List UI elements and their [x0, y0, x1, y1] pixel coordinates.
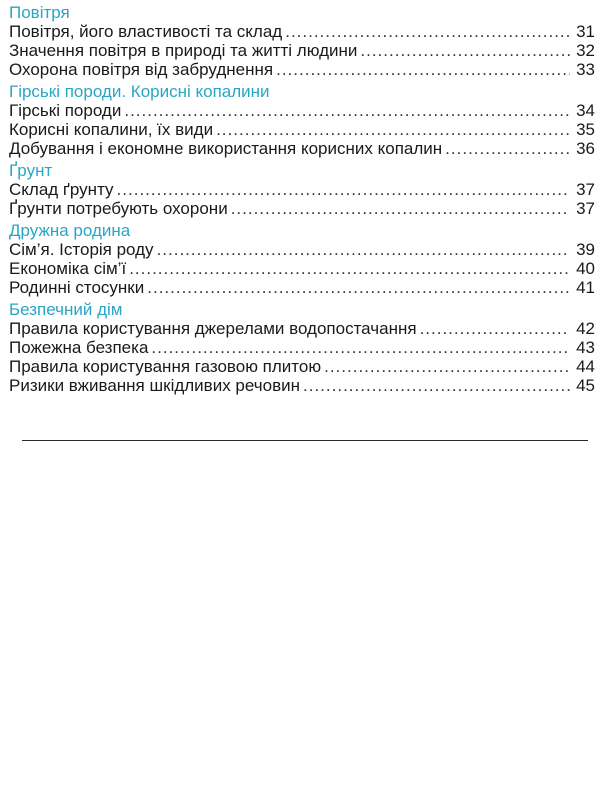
toc-entry: [8, 200, 595, 219]
entry-label: Корисні копалини, їх види: [9, 120, 214, 139]
dot-leader: [124, 102, 570, 120]
toc-entry: [8, 181, 595, 200]
entry-page-number: 31: [576, 22, 595, 41]
dot-leader: [117, 181, 570, 199]
entry-page-number: 37: [576, 199, 595, 218]
entry-page-number: 44: [576, 357, 595, 376]
toc-entry: [8, 121, 595, 140]
entry-label: Склад ґрунту: [9, 180, 114, 199]
toc-entry: [8, 61, 595, 80]
section-title: Безпечний дім: [9, 300, 123, 319]
entry-page-number: 36: [576, 139, 595, 158]
dot-leader: [360, 42, 570, 60]
toc-entry: [8, 102, 595, 121]
entry-label: Економіка сім’ї: [9, 259, 127, 278]
section-title: Повітря: [9, 3, 70, 22]
toc-entry: [8, 23, 595, 42]
table-of-contents: [8, 4, 595, 396]
dot-leader: [276, 61, 570, 79]
entry-label: Сім’я. Історія роду: [9, 240, 154, 259]
entry-label: Повітря, його властивості та склад: [9, 22, 283, 41]
dot-leader: [231, 200, 570, 218]
dot-leader: [129, 260, 570, 278]
dot-leader: [420, 320, 570, 338]
toc-entry: [8, 339, 595, 358]
dot-leader: [147, 279, 570, 297]
entry-page-number: 42: [576, 319, 595, 338]
entry-label: Добування і економне використання корисних копалин: [9, 139, 443, 158]
dot-leader: [157, 241, 570, 259]
entry-label: Правила користування газовою плитою: [9, 357, 322, 376]
toc-section: [8, 222, 595, 298]
entry-label: Ґрунти потребують охорони: [9, 199, 228, 218]
dot-leader: [285, 23, 570, 41]
section-title: Дружна родина: [9, 221, 131, 240]
entry-label: Значення повітря в природі та житті людини: [9, 41, 358, 60]
dot-leader: [216, 121, 570, 139]
entry-page-number: 45: [576, 376, 595, 395]
entry-label: Правила користування джерелами водопостачання: [9, 319, 417, 338]
toc-entry: [8, 42, 595, 61]
dot-leader: [303, 377, 570, 395]
toc-section: [8, 301, 595, 396]
toc-entry: [8, 260, 595, 279]
entry-page-number: 37: [576, 180, 595, 199]
entry-page-number: 33: [576, 60, 595, 79]
entry-page-number: 40: [576, 259, 595, 278]
toc-entry: [8, 279, 595, 298]
dot-leader: [324, 358, 570, 376]
entry-label: Родинні стосунки: [9, 278, 145, 297]
horizontal-rule: [22, 440, 588, 441]
entry-label: Ризики вживання шкідливих речовин: [9, 376, 301, 395]
entry-page-number: 41: [576, 278, 595, 297]
toc-section: [8, 162, 595, 219]
dot-leader: [151, 339, 570, 357]
entry-label: Гірські породи: [9, 101, 122, 120]
toc-entry: [8, 320, 595, 339]
toc-section: [8, 83, 595, 159]
toc-section: [8, 4, 595, 80]
entry-label: Охорона повітря від забруднення: [9, 60, 274, 79]
toc-entry: [8, 377, 595, 396]
entry-page-number: 43: [576, 338, 595, 357]
entry-page-number: 32: [576, 41, 595, 60]
toc-entry: [8, 241, 595, 260]
section-title: Ґрунт: [9, 161, 53, 180]
toc-entry: [8, 140, 595, 159]
entry-label: Пожежна безпека: [9, 338, 149, 357]
entry-page-number: 34: [576, 101, 595, 120]
entry-page-number: 39: [576, 240, 595, 259]
dot-leader: [445, 140, 570, 158]
entry-page-number: 35: [576, 120, 595, 139]
section-title: Гірські породи. Корисні копалини: [9, 82, 270, 101]
toc-entry: [8, 358, 595, 377]
